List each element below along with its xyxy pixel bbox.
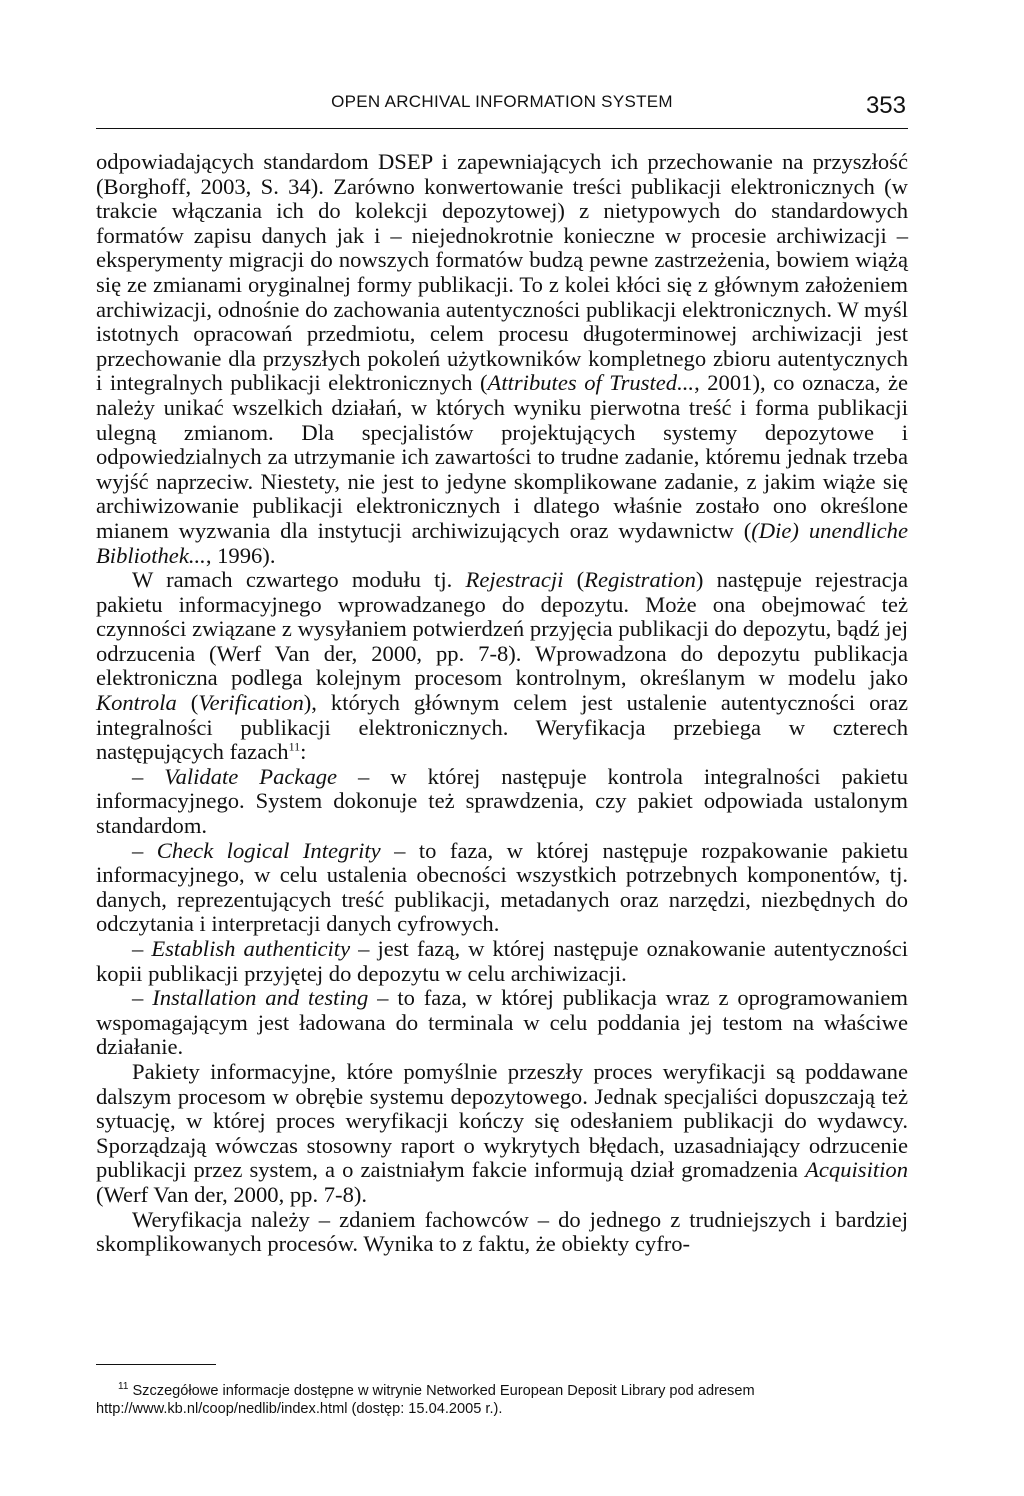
text-run: W ramach czwartego modułu tj.	[132, 567, 466, 593]
list-dash: –	[132, 763, 165, 789]
italic-term: Rejestracji	[465, 567, 564, 593]
italic-term: Verification	[198, 690, 304, 716]
italic-citation: (Die) unendliche Bibliothek...	[96, 517, 908, 568]
list-dash: –	[132, 985, 153, 1011]
paragraph-2	[96, 568, 908, 765]
text-run: :	[300, 739, 307, 765]
list-text: – to faza, w której następuje rozpakowanie pakietu informacyjnego, w celu ustalenia obecności wszystkich potrzebnych komponentów, tj. danych, reprezentujących treść publikacji, metadanych oraz narzędzi, niezbędnych do odczytania i interpretacji danych cyfrowych.	[96, 837, 909, 937]
list-dash: –	[132, 936, 152, 961]
list-term: Check logical Integrity	[156, 837, 381, 863]
italic-term: Acquisition	[805, 1157, 908, 1183]
paragraph-4: Weryfikacja należy – zdaniem fachowców – do jednego z trudniejszych i bardziej skomplikowanych procesów. Wynika to z faktu, że obiekty cyfro-	[96, 1206, 908, 1257]
list-text: – w której następuje kontrola integralności pakietu informacyjnego. System dokonuje też sprawdzenia, czy pakiet odpowiada ustalonym standardom.	[96, 763, 908, 839]
page-number: 353	[865, 92, 906, 119]
text-run: odpowiadających standardom DSEP i zapewniających ich przechowanie na przyszłość (Borghoff, 2003, S. 34). Zarówno konwertowanie treści publikacji elektronicznych (w trakcie włączania ich do kolekcji depozytowej) z nietypowych do standardowych formatów zapisu danych jak i – niejednokrotnie konieczne w procesie archiwizacji – eksperymenty migracji do nowszych formatów budzą pewne zastrzeżenia, bowiem wiążą się ze zmianami oryginalnej formy publikacji. To z kolei kłóci się z głównym założeniem archiwizacji, odnośnie do zachowania autentyczności publikacji elektronicznych. W myśl istotnych opracowań przedmiotu, celem procesu długoterminowej archiwizacji jest przechowanie dla przyszłych pokoleń użytkowników kompletnego zbioru autentycznych i integralnych publikacji elektronicznych (	[96, 149, 908, 396]
list-term: Establish authenticity	[151, 936, 351, 961]
italic-citation: Attributes of Trusted...	[487, 370, 695, 396]
text-run: , 2001), co oznacza, że należy unikać wszelkich działań, w których wyniku pierwotna treść i forma publikacji ulegną zmianom. Dla specjalistów projektujących systemy depozytowe i odpowiedzialnych za utrzymanie ich zawartości to trudne zadanie, któremu jednak trzeba wyjść naprzeciw. Niestety, nie jest to jedyne skomplikowane zadanie, z jakim wiąże się archiwizowanie publikacji elektronicznych i dlatego właśnie zostało ono określone mianem wyzwania dla instytucji archiwizujących oraz wydawnictw (	[96, 370, 908, 543]
footnote-divider	[96, 1364, 216, 1365]
paragraph-1	[96, 150, 908, 568]
list-item	[96, 765, 908, 839]
list-item	[96, 986, 908, 1060]
paragraph-3	[96, 1060, 908, 1208]
running-header	[96, 88, 908, 129]
footnote-mark: 11	[118, 1381, 129, 1393]
text-run: (Werf Van der, 2000, pp. 7-8).	[96, 1181, 368, 1207]
text-run: , 1996).	[205, 542, 276, 568]
italic-term: Registration	[584, 567, 696, 593]
list-dash: –	[132, 837, 157, 863]
body-text	[96, 150, 908, 1257]
footnote-body: Szczegółowe informacje dostępne w witrynie Networked European Deposit Library pod adresem http://www.kb.nl/coop/nedlib/index.html (dostęp: 15.04.2005 r.).	[96, 1383, 755, 1417]
list-text: – to faza, w której publikacja wraz z oprogramowaniem wspomagającym jest ładowana do terminala w celu poddania jej testom na właściwe działanie.	[96, 985, 909, 1060]
running-title: OPEN ARCHIVAL INFORMATION SYSTEM	[331, 92, 673, 111]
text-run: (	[176, 690, 199, 716]
list-term: Installation and testing	[152, 985, 369, 1011]
footnote-text	[96, 1382, 908, 1418]
text-run: (	[563, 567, 585, 593]
footnote	[96, 1382, 908, 1418]
text-run: ), których głównym celem jest ustalenie autentyczności oraz integralności publikacji elektronicznych. Weryfikacja przebiega w czterech następujących fazach	[96, 690, 908, 765]
list-item	[96, 937, 908, 986]
text-run: Pakiety informacyjne, które pomyślnie przeszły proces weryfikacji są poddawane dalszym procesom w obrębie systemu depozytowego. Jednak specjaliści dopuszczają też sytuację, w której proces weryfikacji kończy się odesłaniem publikacji do wydawcy. Sporządzają wówczas stosowny raport o wykrytych błędach, uzasadniający odrzucenie publikacji przez system, a o zaistniałym fakcie informują dział gromadzenia	[96, 1058, 908, 1183]
list-text: – jest fazą, w której następuje oznakowanie autentyczności kopii publikacji przyjętej do depozytu w celu archiwizacji.	[96, 936, 908, 986]
footnote-reference: 11	[288, 739, 301, 754]
text-run: ) następuje rejestracja pakietu informacyjnego wprowadzanego do depozytu. Może ona obejmować też czynności związane z wysyłaniem potwierdzeń przyjęcia publikacji do depozytu, bądź jej odrzucenia (Werf Van der, 2000, pp. 7-8). Wprowadzona do depozytu publikacja elektroniczna podlega kolejnym procesom kontrolnym, określanym w modelu jako	[96, 567, 908, 691]
list-item	[96, 839, 908, 937]
italic-term: Kontrola	[96, 690, 177, 716]
list-term: Validate Package	[164, 763, 338, 789]
